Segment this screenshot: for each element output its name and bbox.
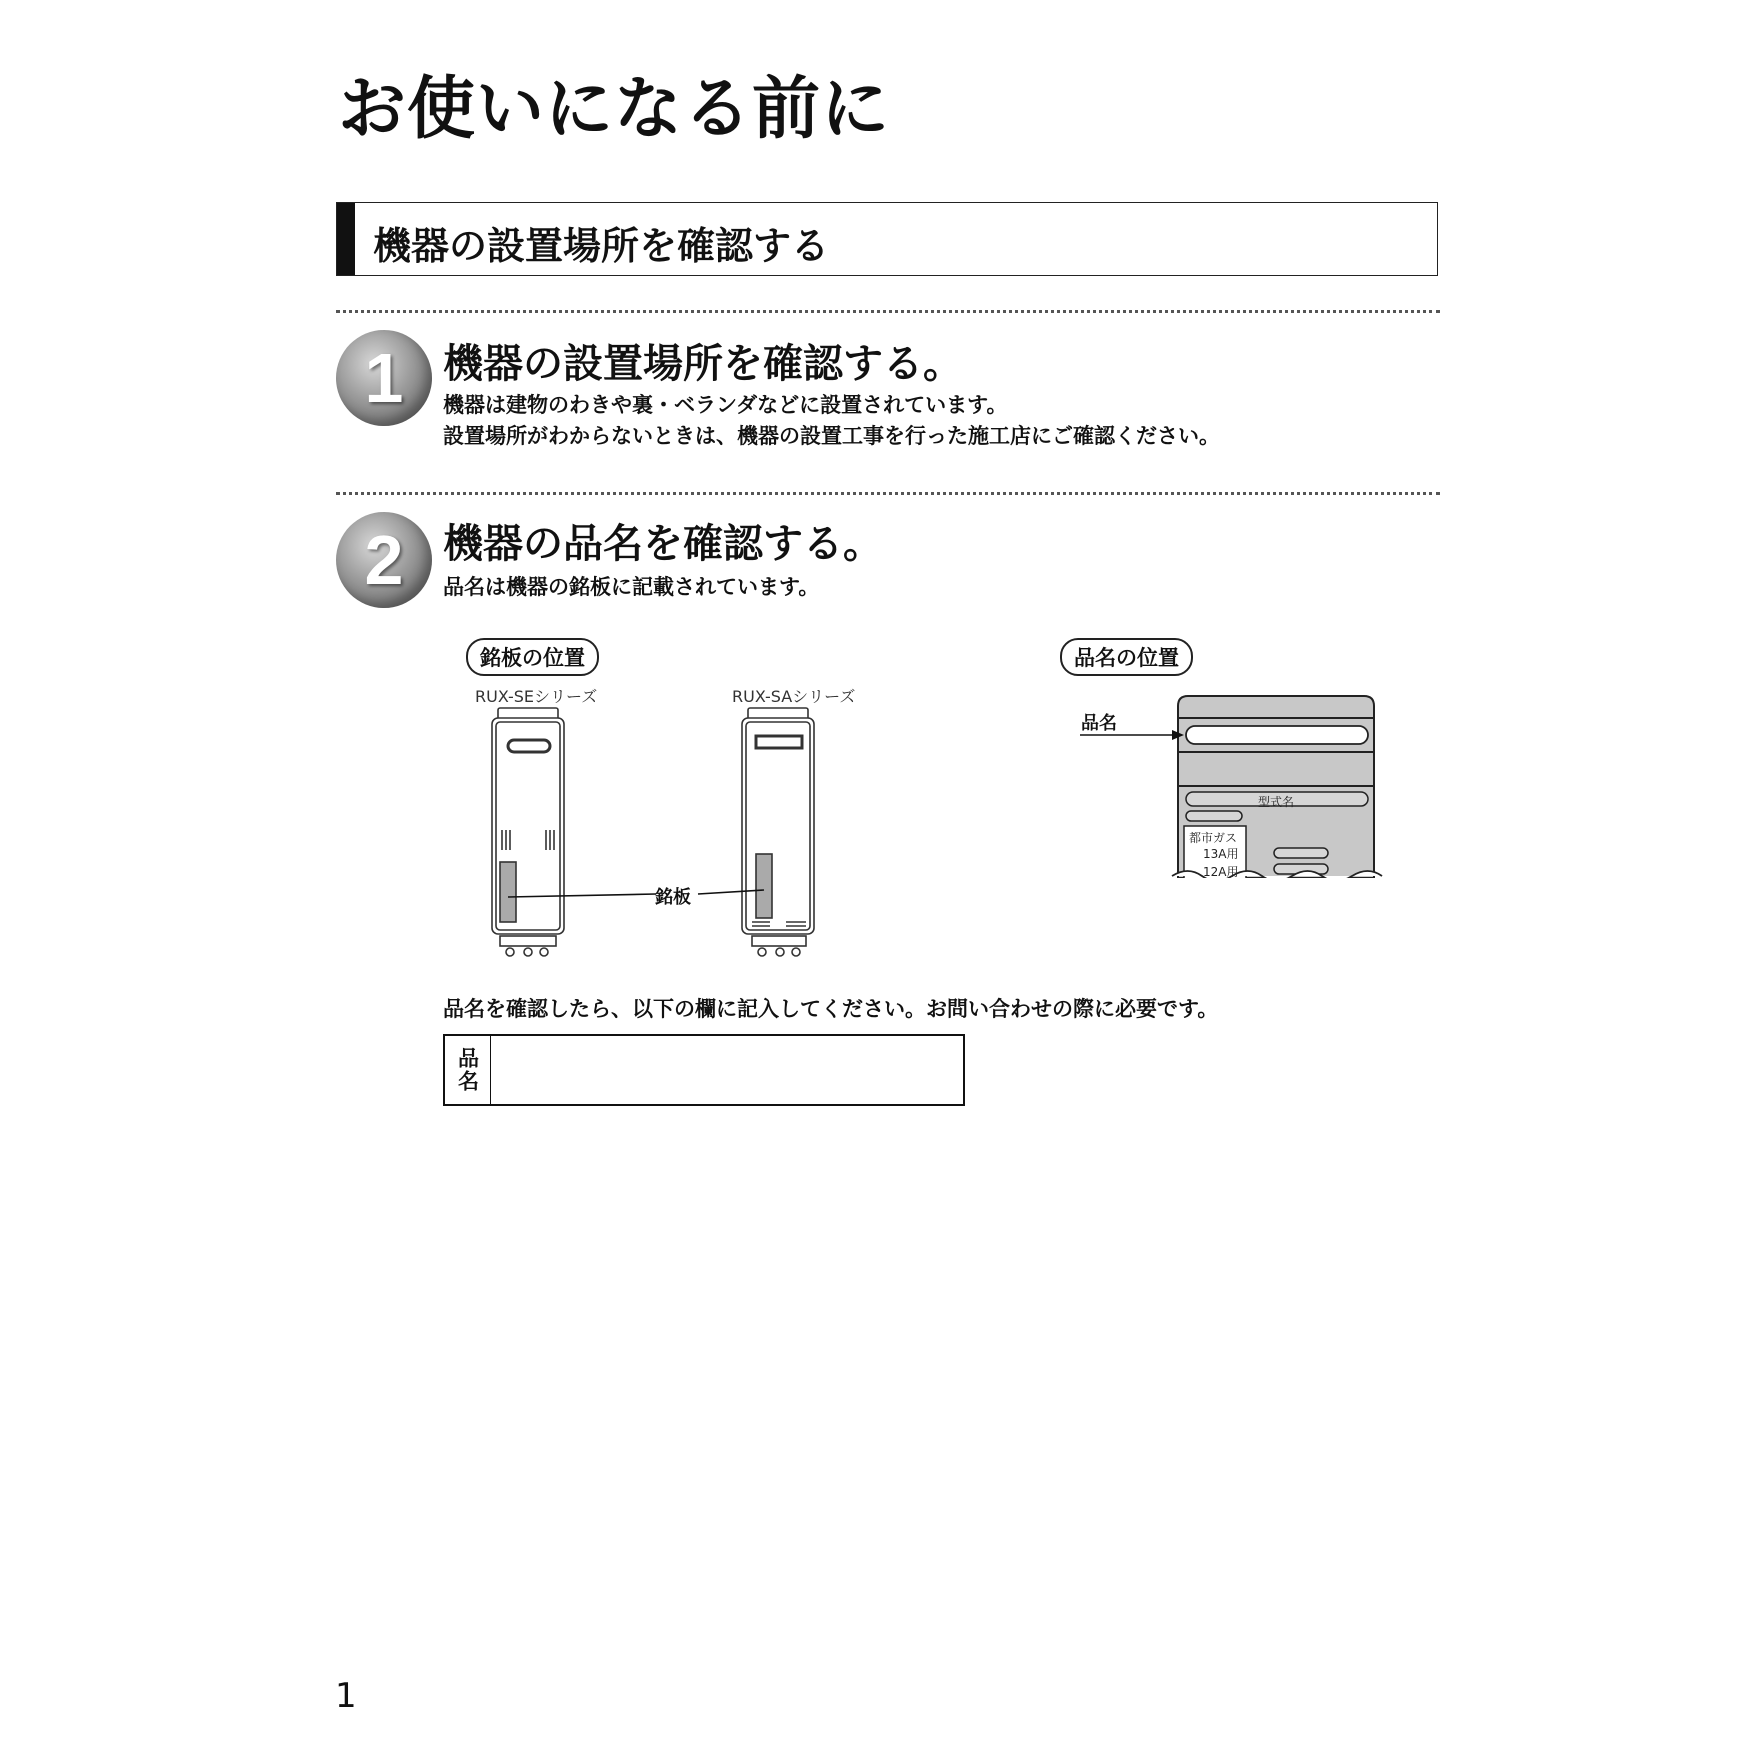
page-number: 1 <box>335 1676 357 1716</box>
record-label: 品名 <box>445 1036 491 1104</box>
water-heater-illustrations <box>480 700 840 970</box>
page-title: お使いになる前に <box>338 70 891 149</box>
section-header <box>336 202 1438 276</box>
gas-type-label: 都市ガス <box>1189 831 1238 845</box>
rux-sa-heater-illustration <box>742 708 814 956</box>
section-title: 機器の設置場所を確認する <box>373 224 830 268</box>
step-2-line-1: 品名は機器の銘板に記載されています。 <box>443 575 820 599</box>
series-sa-caption: RUX-SAシリーズ <box>732 687 856 706</box>
product-name-slot <box>1186 726 1368 744</box>
product-name-record-table <box>443 1034 965 1106</box>
gas-12a-label: 12A用 <box>1203 865 1239 879</box>
rux-se-heater-illustration <box>492 708 564 956</box>
step-1-number: 1 <box>364 339 404 417</box>
gas-13a-label: 13A用 <box>1203 847 1239 861</box>
step-1-badge <box>336 330 432 426</box>
record-instruction: 品名を確認したら、以下の欄に記入してください。お問い合わせの際に必要です。 <box>443 997 1219 1021</box>
model-label: 型式名 <box>1258 795 1295 809</box>
step-2-badge <box>336 512 432 608</box>
step-1-line-2: 設置場所がわからないときは、機器の設置工事を行った施工店にご確認ください。 <box>443 424 1220 448</box>
product-name-position-label: 品名の位置 <box>1060 638 1193 676</box>
dotted-divider <box>336 310 1440 313</box>
step-1-line-1: 機器は建物のわきや裏・ベランダなどに設置されています。 <box>443 393 1008 417</box>
product-name-callout: 品名 <box>1081 713 1117 734</box>
dotted-divider <box>336 492 1440 495</box>
series-se-caption: RUX-SEシリーズ <box>475 687 598 706</box>
nameplate-callout: 銘板 <box>655 887 691 908</box>
section-header-bar <box>337 203 355 275</box>
step-2-title: 機器の品名を確認する。 <box>443 521 883 567</box>
step-1-title: 機器の設置場所を確認する。 <box>443 341 963 387</box>
nameplate-position-label: 銘板の位置 <box>466 638 599 676</box>
step-2-number: 2 <box>364 521 404 599</box>
